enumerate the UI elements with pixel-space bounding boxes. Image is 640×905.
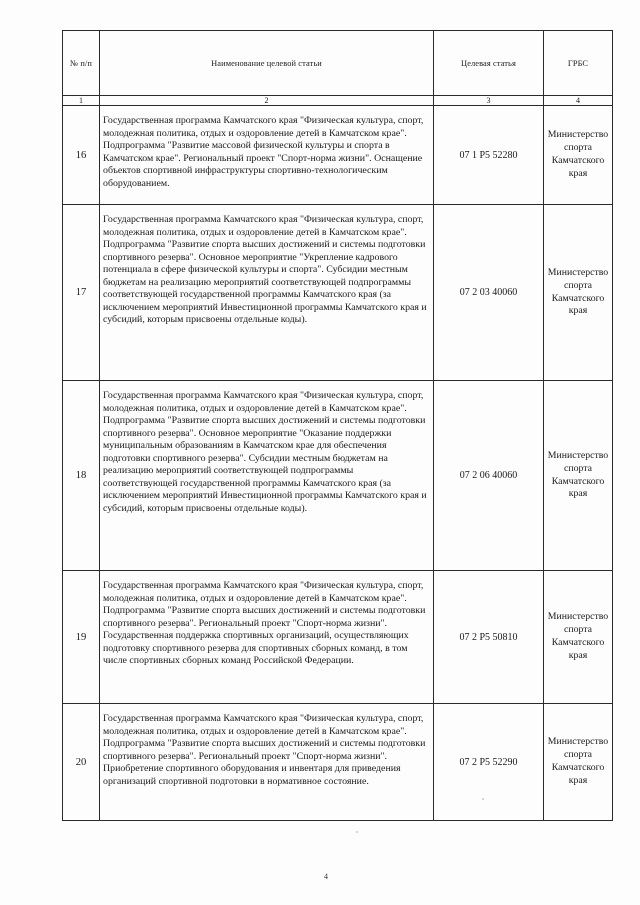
article-name: Государственная программа Камчатского края "Физическая культура, спорт, молодежная политика, отдых и оздоровление детей в Камчатском крае". Подпрограмма "Развитие спорта высших достижений и системы подготовки спортивного резерва". Основное мероприятие "Укрепление кадрового потенциала в сфере физической культуры и спорта". Субсидии местным бюджетам на реализацию мероприятий соответствующей подпрограммы соответствующей государственной программы Камчатского края (за исключением мероприятий Инвестиционной программы Камчатского края и субсидий, которым присвоены отдельные коды). [100, 205, 434, 381]
header-num: № п/п [63, 31, 100, 96]
row-number: 18 [63, 381, 100, 571]
page-number: 4 [324, 872, 328, 881]
article-code: 07 2 P5 52290 [434, 704, 544, 821]
scan-speck [356, 831, 358, 833]
row-number: 16 [63, 106, 100, 205]
grbs-name: Министерство спорта Камчатского края [544, 704, 613, 821]
grbs-name: Министерство спорта Камчатского края [544, 106, 613, 205]
grbs-name: Министерство спорта Камчатского края [544, 571, 613, 704]
row-number: 17 [63, 205, 100, 381]
row-number: 20 [63, 704, 100, 821]
header-grbs: ГРБС [544, 31, 613, 96]
target-articles-table [62, 30, 613, 821]
table-header-row [63, 31, 613, 96]
row-number: 19 [63, 571, 100, 704]
article-name: Государственная программа Камчатского края "Физическая культура, спорт, молодежная политика, отдых и оздоровление детей в Камчатском крае". Подпрограмма "Развитие спорта высших достижений и системы подготовки спортивного резерва". Региональный проект "Спорт-норма жизни". Государственная поддержка спортивных организаций, осуществляющих подготовку спортивного резерва для спортивных сборных команд, в том числе спортивных сборных команд Российской Федерации. [100, 571, 434, 704]
table-row [63, 381, 613, 571]
column-index: 3 [434, 96, 544, 106]
article-code: 07 2 03 40060 [434, 205, 544, 381]
header-name: Наименование целевой статьи [100, 31, 434, 96]
article-code: 07 2 P5 50810 [434, 571, 544, 704]
article-code: 07 2 06 40060 [434, 381, 544, 571]
table-row [63, 106, 613, 205]
table-row [63, 205, 613, 381]
column-index: 4 [544, 96, 613, 106]
article-name: Государственная программа Камчатского края "Физическая культура, спорт, молодежная политика, отдых и оздоровление детей в Камчатском крае". Подпрограмма "Развитие спорта высших достижений и системы подготовки спортивного резерва". Основное мероприятие "Оказание поддержки муниципальным образованиям в Камчатском крае для обеспечения подготовки спортивного резерва". Субсидии местным бюджетам на реализацию мероприятий соответствующей подпрограммы соответствующей государственной программы Камчатского края (за исключением мероприятий Инвестиционной программы Камчатского края и субсидий, которым присвоены отдельные коды). [100, 381, 434, 571]
article-name: Государственная программа Камчатского края "Физическая культура, спорт, молодежная политика, отдых и оздоровление детей в Камчатском крае". Подпрограмма "Развитие массовой физической культуры и спорта в Камчатском крае". Региональный проект "Спорт-норма жизни". Оснащение объектов спортивной инфраструктуры спортивно-технологическим оборудованием. [100, 106, 434, 205]
column-index-row [63, 96, 613, 106]
grbs-name: Министерство спорта Камчатского края [544, 381, 613, 571]
article-name: Государственная программа Камчатского края "Физическая культура, спорт, молодежная политика, отдых и оздоровление детей в Камчатском крае". Подпрограмма "Развитие спорта высших достижений и системы подготовки спортивного резерва". Региональный проект "Спорт-норма жизни". Приобретение спортивного оборудования и инвентаря для приведения организаций спортивной подготовки в нормативное состояние. [100, 704, 434, 821]
scan-speck [482, 798, 484, 800]
column-index: 1 [63, 96, 100, 106]
header-code: Целевая статья [434, 31, 544, 96]
grbs-name: Министерство спорта Камчатского края [544, 205, 613, 381]
column-index: 2 [100, 96, 434, 106]
table-row [63, 571, 613, 704]
table-row [63, 704, 613, 821]
article-code: 07 1 P5 52280 [434, 106, 544, 205]
